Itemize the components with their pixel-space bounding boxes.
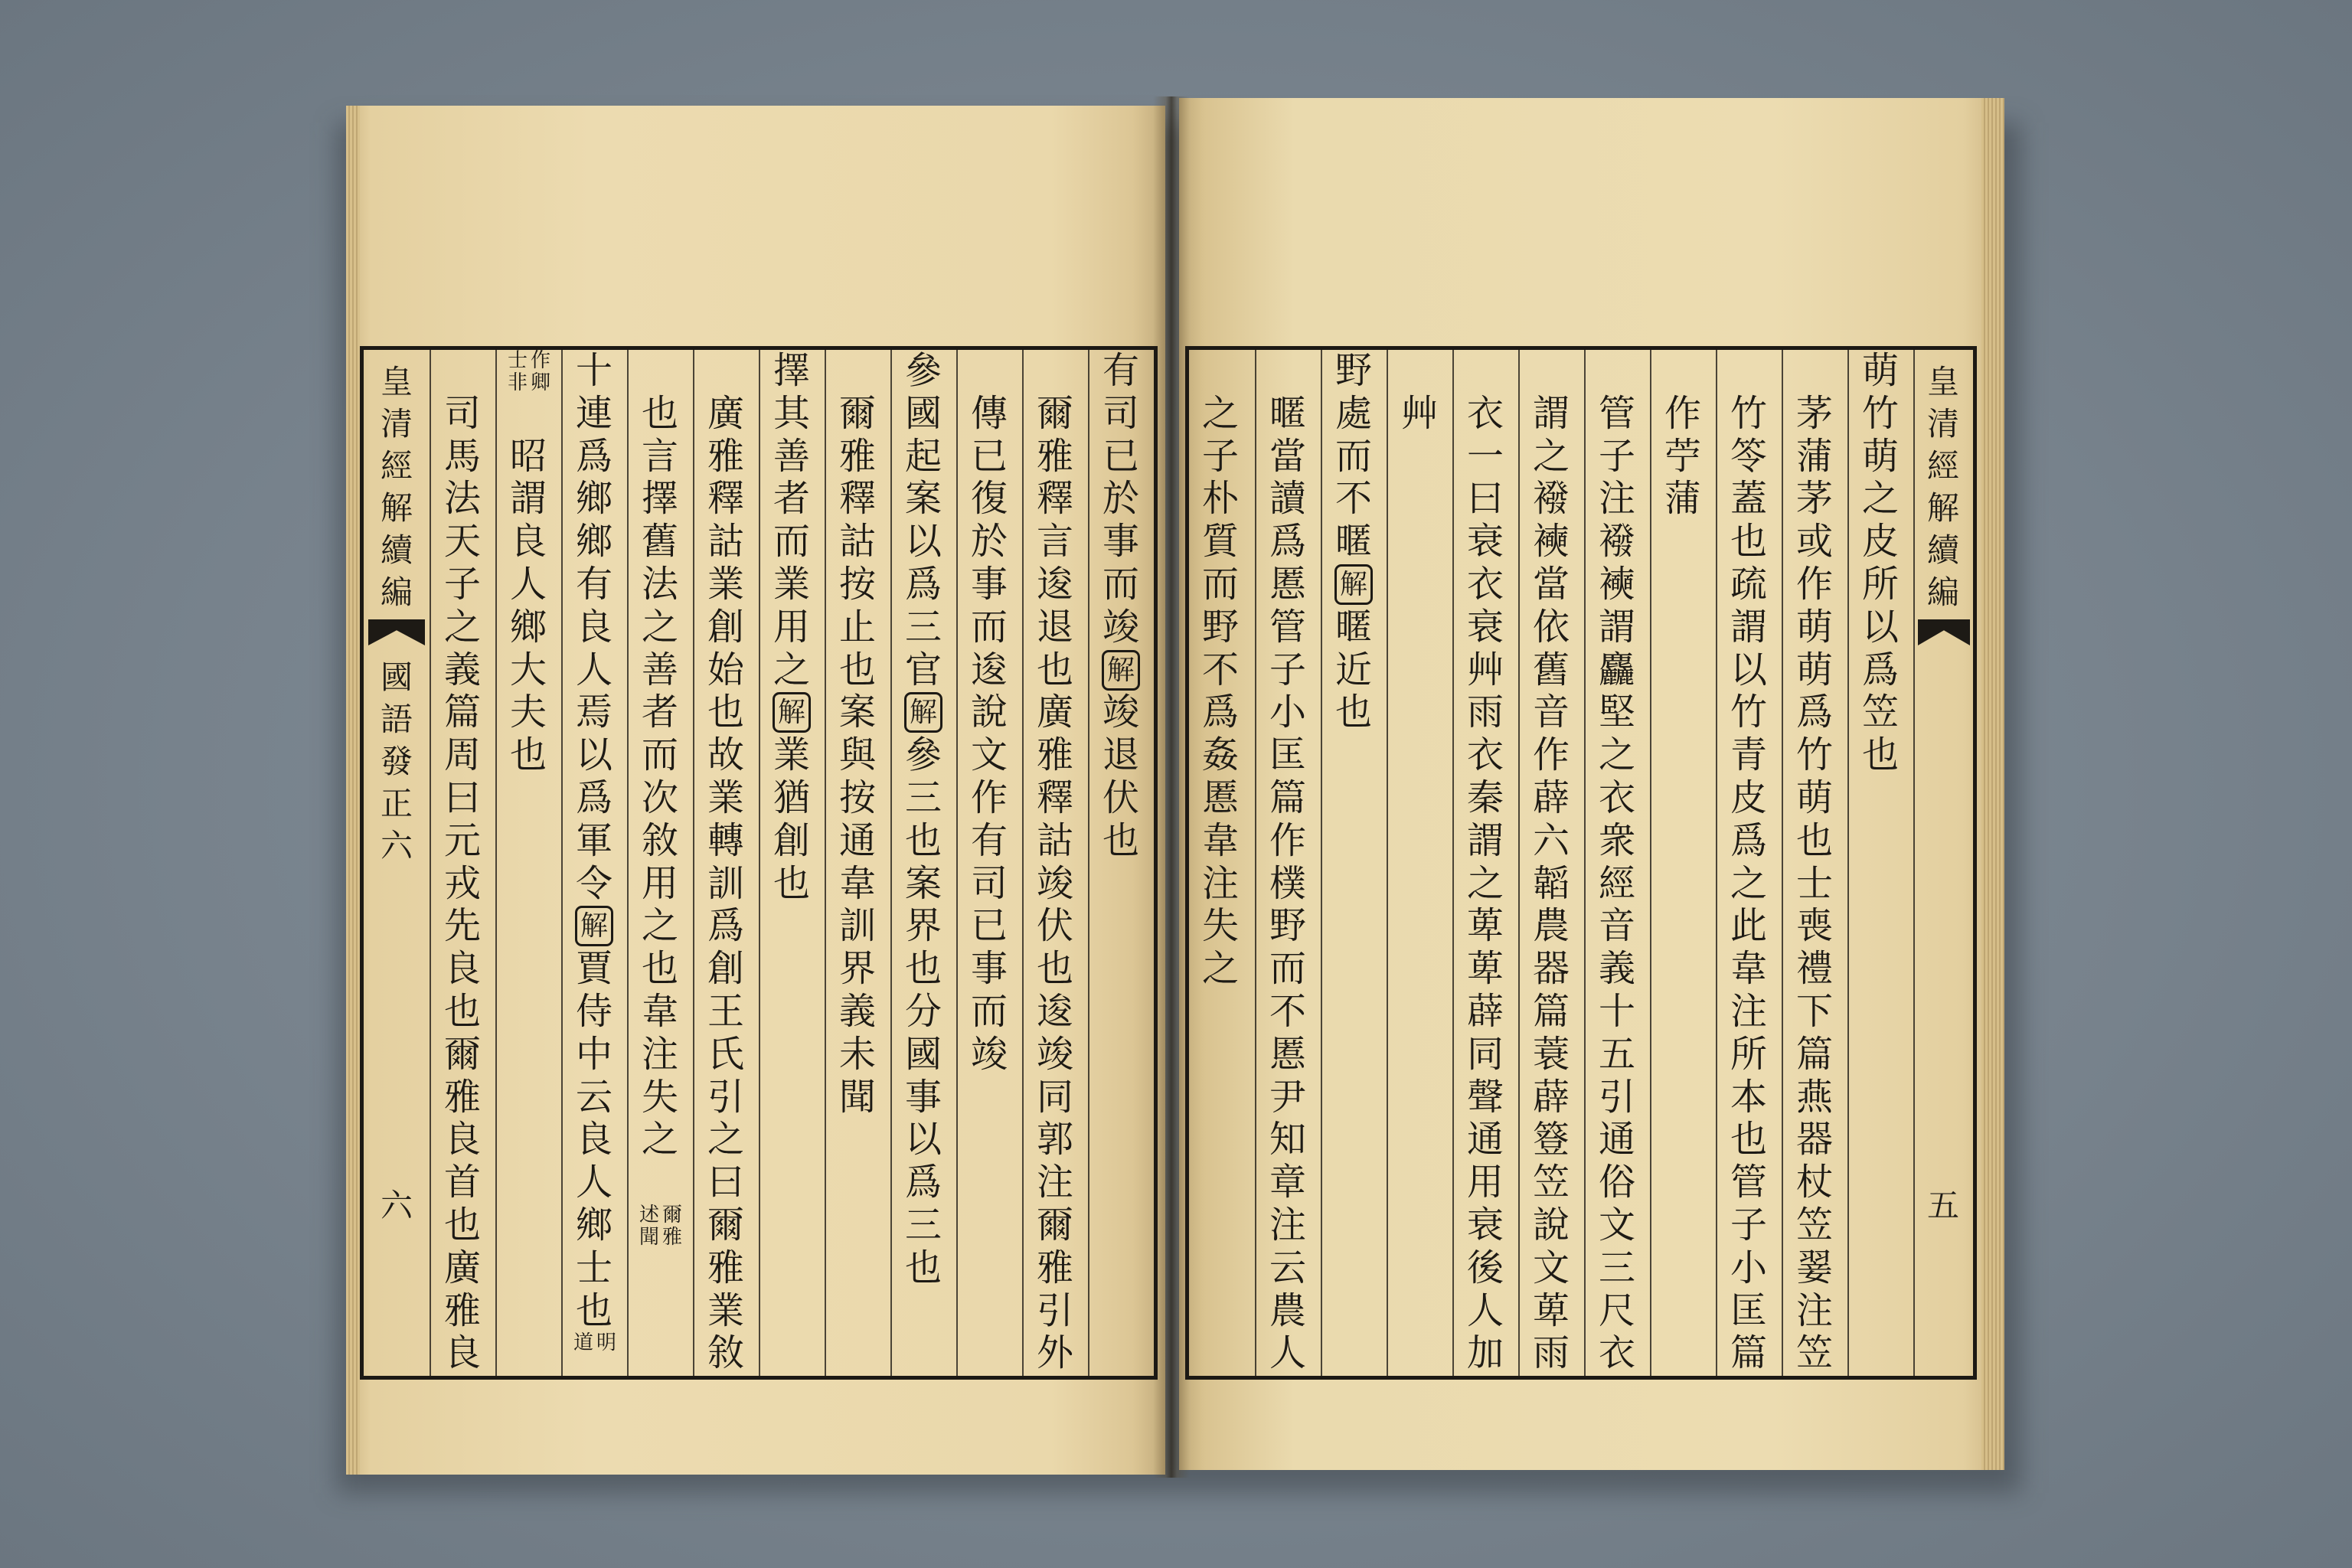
jie-annotation-marker: 解 [1334, 564, 1373, 605]
text-column [825, 350, 890, 1376]
annotation-text: 昭謂良人鄉大夫也 [509, 434, 547, 777]
small-note-left: 述聞 [639, 1204, 659, 1249]
text-column [693, 350, 759, 1376]
main-text: 有司已於事而竣 [1102, 349, 1139, 648]
small-note-left: 士非 [507, 349, 528, 394]
text-column [1518, 350, 1584, 1376]
small-note [506, 350, 552, 396]
annotation-text: 竣退伏也 [1102, 691, 1139, 862]
series-title: 皇清經解續編 [380, 363, 413, 611]
commentary-text: 爾雅釋詁按止也案與按通韋訓界義未聞 [838, 391, 876, 1119]
small-note [638, 1204, 684, 1250]
commentary-text: 謂之襏襫當依舊音作薜六韜農器篇蓑薜簦笠說文萆雨 [1532, 391, 1570, 1375]
text-column [759, 350, 825, 1376]
commentary-text: 管子注襏襫謂麤堅之衣衆經音義十五引通俗文三尺衣 [1598, 391, 1635, 1375]
commentary-text: 廣雅釋詁業創始也故業轉訓爲創王氏引之曰爾雅業敘 [707, 391, 744, 1375]
commentary-text: 茅蒲茅或作萌萌爲竹萌也士喪禮下篇燕器杖笠翣注笠 [1795, 391, 1833, 1375]
annotation-text: 暱近也 [1334, 605, 1372, 734]
text-column [495, 350, 561, 1376]
fishtail-mark [368, 619, 425, 645]
text-column [890, 350, 956, 1376]
volume-title: 國語發正六 [380, 658, 413, 864]
small-note-right: 作卿 [530, 349, 550, 394]
annotation-text: 參三也案界也分國事以爲三也 [904, 733, 942, 1289]
commentary-text: 也言擇舊法之善者而次敘用之也韋注失之 [641, 391, 678, 1161]
small-note [572, 1332, 618, 1378]
jie-annotation-marker: 解 [773, 692, 811, 733]
main-text: 擇其善者而業用之 [773, 349, 810, 691]
text-column [1255, 350, 1321, 1376]
main-text: 十連爲鄉鄉有良人焉以爲軍令 [575, 349, 612, 905]
page-edges-left [346, 106, 360, 1475]
left-banxin [364, 350, 430, 1376]
text-column [1022, 350, 1088, 1376]
text-column [1452, 350, 1518, 1376]
main-text: 野處而不暱 [1334, 349, 1372, 564]
text-column [627, 350, 693, 1376]
text-column [1088, 350, 1154, 1376]
commentary-text: 竹笭蓋也疏謂以竹青皮爲之此韋注所本也管子小匡篇 [1730, 391, 1767, 1375]
annotation-text: 賈侍中云良人鄉士也 [575, 947, 612, 1332]
annotation-text: 業猶創也 [773, 733, 810, 905]
text-column [561, 350, 627, 1376]
text-column [1189, 350, 1255, 1376]
right-banxin [1913, 350, 1973, 1376]
series-title: 皇清經解續編 [1926, 363, 1959, 611]
text-column [1650, 350, 1716, 1376]
jie-annotation-marker: 解 [575, 906, 613, 946]
text-column [1782, 350, 1847, 1376]
page-number: 六 [380, 1187, 413, 1224]
text-column [1584, 350, 1650, 1376]
book-gutter [1153, 96, 1190, 1478]
text-column [956, 350, 1022, 1376]
commentary-text: 司馬法天子之義篇周曰元戎先良也爾雅良首也廣雅良 [443, 391, 481, 1375]
small-note-left: 道 [573, 1331, 593, 1355]
text-column [430, 350, 495, 1376]
commentary-text: 作苧蒲 [1664, 391, 1701, 521]
right-text-frame [1185, 346, 1977, 1380]
text-column [1387, 350, 1452, 1376]
commentary-text: 衣一曰衰衣衰艸雨衣秦謂之萆萆薜同聲通用衰後人加 [1466, 391, 1504, 1375]
small-note-right: 爾雅 [662, 1204, 682, 1249]
text-column [1321, 350, 1387, 1376]
text-column [1847, 350, 1913, 1376]
commentary-text: 暱當讀爲慝管子小匡篇作樸野而不慝尹知章注云農人 [1269, 391, 1306, 1375]
main-text: 參國起案以爲三官 [904, 349, 942, 691]
commentary-text: 艸 [1400, 391, 1438, 435]
main-text: 萌竹萌之皮所以爲笠也 [1861, 349, 1899, 777]
text-column [1716, 350, 1782, 1376]
commentary-text: 爾雅釋言逡退也廣雅釋詁竣伏也逡竣同郭注爾雅引外 [1036, 391, 1073, 1375]
small-note-right: 明 [596, 1331, 616, 1355]
jie-annotation-marker: 解 [1102, 650, 1140, 691]
left-text-frame [360, 346, 1158, 1380]
jie-annotation-marker: 解 [904, 692, 942, 733]
commentary-text: 之子朴質而野不爲姦慝韋注失之 [1201, 391, 1239, 991]
page-number: 五 [1926, 1187, 1959, 1224]
page-edges-right [1981, 98, 2004, 1470]
commentary-text: 傳已復於事而逡說文作有司已事而竣 [970, 391, 1008, 1076]
fishtail-mark [1918, 619, 1970, 645]
